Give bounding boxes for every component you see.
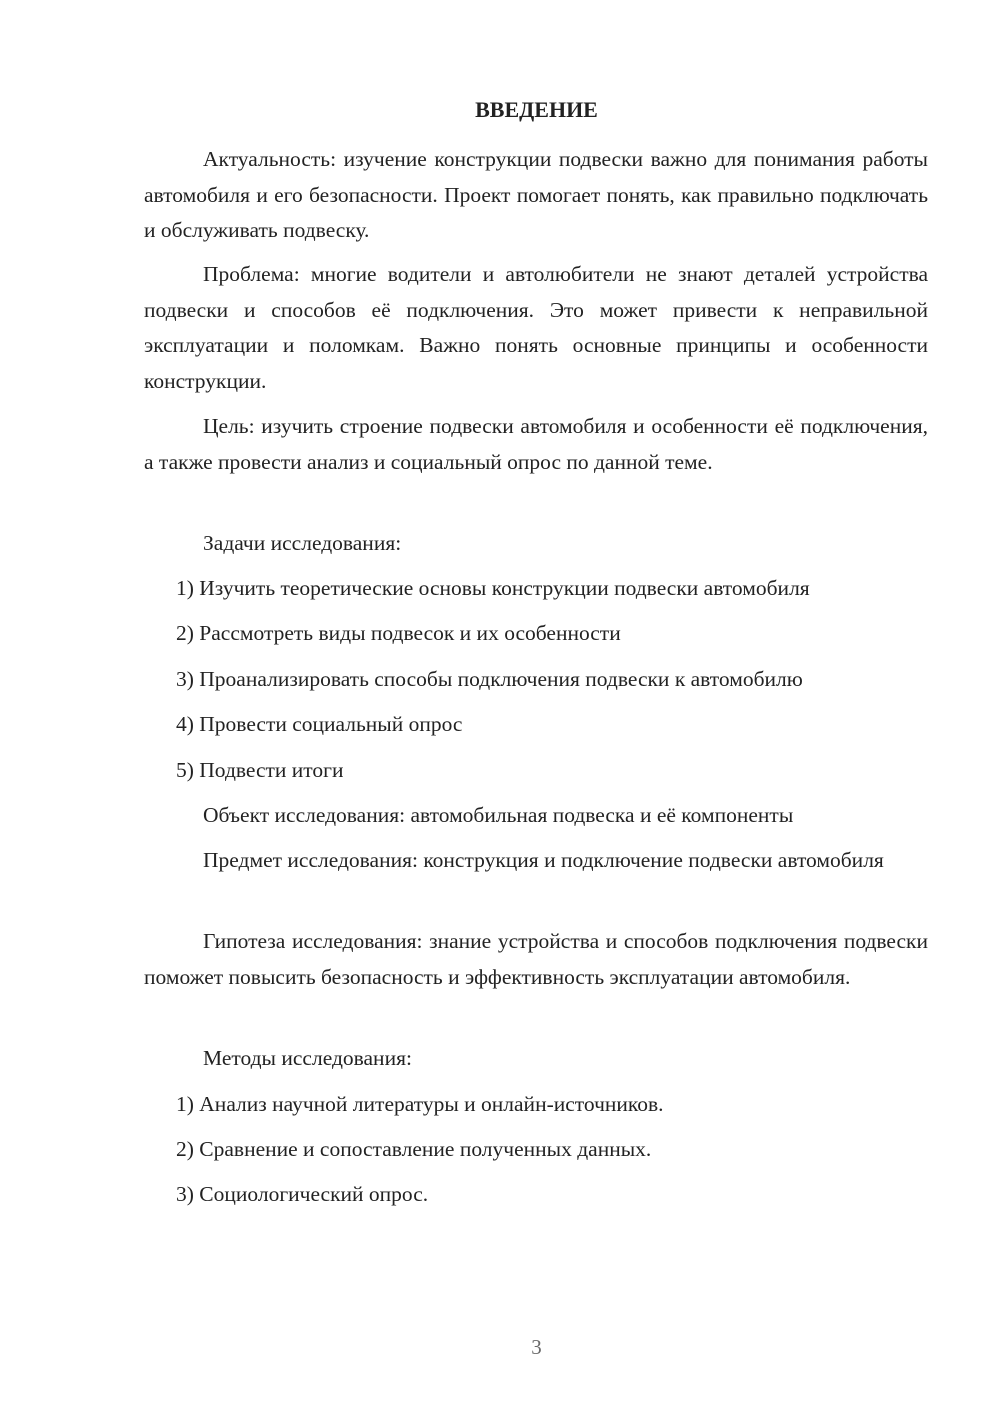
- method-item-1: 1) Анализ научной литературы и онлайн-источников.: [176, 1092, 664, 1116]
- task-item-4: 4) Провести социальный опрос: [176, 712, 463, 736]
- task-item-3: 3) Проанализировать способы подключения подвески к автомобилю: [176, 667, 803, 691]
- task-item-5: 5) Подвести итоги: [176, 758, 344, 782]
- method-item-2: 2) Сравнение и сопоставление полученных данных.: [176, 1137, 652, 1161]
- problem-paragraph: Проблема: многие водители и автолюбители не знают деталей устройства подвески и способов её подключения. Это может привести к неправильной эксплуатации и поломкам. Важно понять основные принципы и особенности конструкции.: [144, 262, 928, 393]
- tasks-heading: Задачи исследования:: [203, 531, 402, 555]
- goal-paragraph: Цель: изучить строение подвески автомобиля и особенности её подключения, а также провести анализ и социальный опрос по данной теме.: [144, 414, 928, 474]
- relevance-paragraph: Актуальность: изучение конструкции подвески важно для понимания работы автомобиля и его безопасности. Проект помогает понять, как правильно подключать и обслуживать подвеску.: [144, 147, 928, 242]
- subject-paragraph: Предмет исследования: конструкция и подключение подвески автомобиля: [203, 848, 884, 872]
- page-number: 3: [531, 1335, 542, 1359]
- task-item-2: 2) Рассмотреть виды подвесок и их особенности: [176, 621, 621, 645]
- page-title: ВВЕДЕНИЕ: [475, 97, 598, 122]
- object-paragraph: Объект исследования: автомобильная подвеска и её компоненты: [203, 803, 794, 827]
- methods-heading: Методы исследования:: [203, 1046, 412, 1070]
- task-item-1: 1) Изучить теоретические основы конструкции подвески автомобиля: [176, 576, 810, 600]
- hypothesis-paragraph: Гипотеза исследования: знание устройства и способов подключения подвески поможет повысить безопасность и эффективность эксплуатации автомобиля.: [144, 929, 928, 989]
- method-item-3: 3) Социологический опрос.: [176, 1182, 429, 1206]
